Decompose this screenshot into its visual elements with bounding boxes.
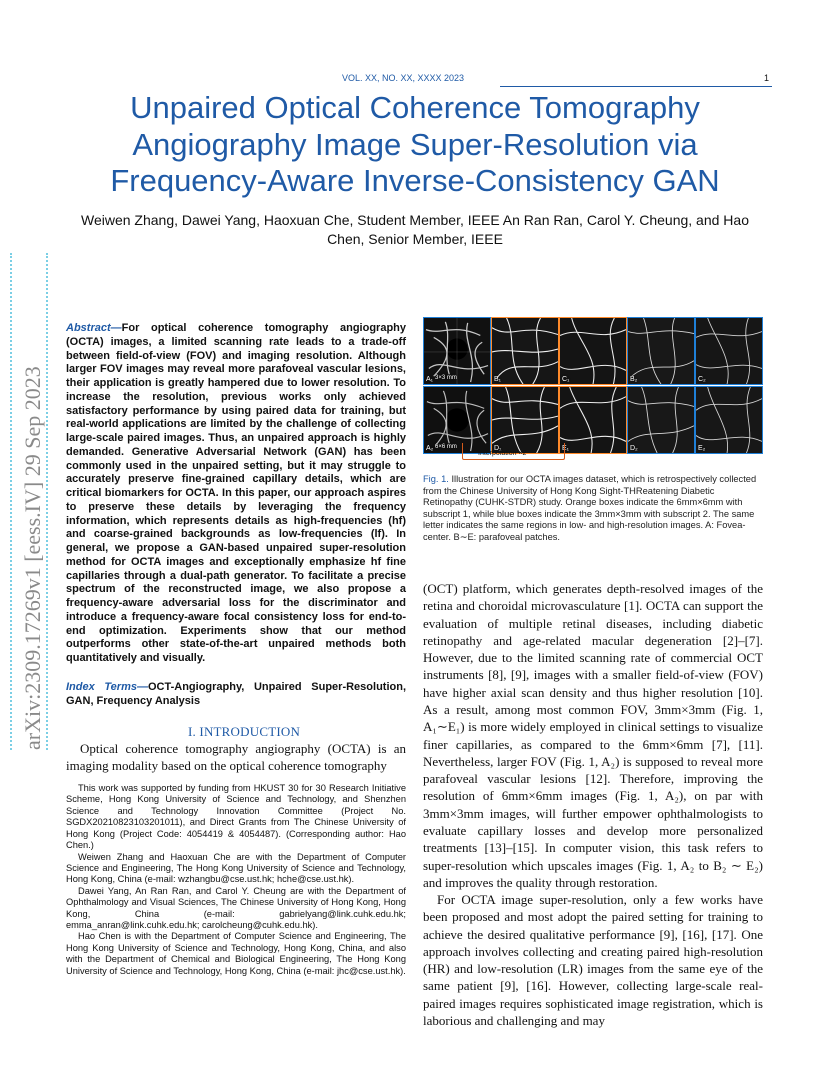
oct-image-a1 [423, 317, 491, 385]
journal-header: VOL. XX, NO. XX, XXXX 2023 [342, 73, 465, 83]
paper-title: Unpaired Optical Coherence Tomography Angiography Image Super-Resolution via Frequency-Aware Inverse-Consistency GAN [110, 90, 720, 199]
page-number: 1 [764, 73, 770, 83]
oct-image-c2 [695, 317, 763, 385]
footnotes [66, 783, 406, 977]
index-terms [66, 681, 406, 709]
author-list: Weiwen Zhang, Dawei Yang, Haoxuan Che, Student Member, IEEE An Ran Ran, Carol Y. Cheung, and Hao Chen, Senior Member, IEEE [80, 212, 749, 247]
header-rule [500, 86, 772, 87]
introduction-heading: I. INTRODUCTION [188, 724, 301, 739]
oct-image-e1 [559, 386, 627, 454]
tile-label-c1: C₁ [562, 376, 570, 383]
abstract [66, 322, 406, 666]
index-terms-text: OCT-Angiography, Unpaired Super-Resolution, GAN, Frequency Analysis [66, 681, 406, 707]
tile-label-c2: C₂ [698, 376, 706, 383]
tile-label-e1: E₁ [562, 445, 570, 452]
figure-label: Fig. 1. [423, 474, 449, 484]
scale-6mm-label: 6×6 mm [435, 444, 457, 450]
abstract-label: Abstract— [66, 322, 122, 334]
octa-figure [423, 317, 763, 460]
figure-caption-text: Illustration for our OCTA images dataset, which is retrospectively collected from the Chinese University of Hong Kong Sight-THReatening Diabetic Retinopathy (CUHK-STDR) study. Orange boxes indicate the 6mm×6mm with subscript 1, while blue boxes indicate the 3mm×3mm with subscript 2. The same letter indicates the same regions in low- and high-resolution images. A: Fovea-center. B∼E: parafoveal patches. [423, 474, 757, 543]
interpolation-label: Interpolation ×2 [478, 450, 527, 457]
tile-label-d2: D₂ [630, 445, 638, 452]
funding-footnote: This work was supported by funding from HKUST 30 for 30 Research Initiative Scheme, Hong Kong University of Science and Technology, and Shenzhen Science and Technology Innovation Committee (Project No. SGDX20210823103201011), and Direct Grants from The Chinese University of Hong Kong (Project Code: 4054419 & 4054487). (Corresponding author: Hao Chen.) [66, 783, 406, 851]
tile-label-a2: A₂ [426, 445, 434, 452]
oct-image-c1 [559, 317, 627, 385]
tile-label-b2: B₂ [630, 376, 638, 383]
oct-image-b1 [491, 317, 559, 385]
oct-image-e2 [695, 386, 763, 454]
tile-label-a1: A₁ [426, 376, 434, 383]
right-column-paragraph-2: For OCTA image super-resolution, only a few works have been proposed and most adopt the paired setting for training to achieve the desired qualitative performance [9], [16], [17]. One approach involves collecting and creating paired high-resolution (HR) and low-resolution (LR) images from the same eye of the same patient [9], [16]. However, collecting large-scale real-paired images requires sophisticated image registration, which is laborious and challenging and may [423, 892, 763, 1029]
right-column-paragraph-1: (OCT) platform, which generates depth-resolved images of the retina and choroidal microvasculature [1]. OCTA can support the evaluation of multiple retinal diseases, including diabetic retinopathy and age-related macular degeneration [2]–[7]. However, due to the limited scanning rate of commercial OCT instruments [8], [9], images with a smaller field-of-view (FOV) have higher axial scan density and thus higher resolution [10]. As a result, among most common FOV, 3mm×3mm (Fig. 1, A₁∼E₁) is more widely employed in clinical settings to visualize finer capillaries, as compared to the 6mm×6mm [7], [11]. Nevertheless, larger FOV (Fig. 1, A₂) is supposed to reveal more parafoveal vascular lesions [12]. Therefore, improving the resolution of 6mm×6mm images (Fig. 1, A₂), on par with 3mm×3mm images, will further empower ophthalmologists to evaluate capillary losses and develop more personalized treatments [13]–[15]. In computer vision, this task refers to super-resolution which upscales images (Fig. 1, A₂ to B₂ ∼ E₂) and improves the quality through restoration. [423, 581, 763, 890]
arxiv-stamp: arXiv:2309.17269v1 [eess.IV] 29 Sep 2023 [20, 366, 45, 750]
tile-label-d1: D₁ [494, 445, 502, 452]
right-column-body [423, 580, 763, 1029]
affiliation-footnote-3: Hao Chen is with the Department of Computer Science and Engineering, The Hong Kong University of Science and Technology, Hong Kong, China, and also with the Department of Chemical and Biological Engineering, The Hong Kong University of Science and Technology, Hong Kong, China (e-mail: jhc@cse.ust.hk). [66, 931, 406, 976]
introduction-paragraph: Optical coherence tomography angiography (OCTA) is an imaging modality based on the optical coherence tomography [66, 741, 406, 773]
figure-caption [423, 474, 763, 544]
index-terms-label: Index Terms— [66, 681, 148, 693]
oct-image-d2 [627, 386, 695, 454]
tile-label-b1: B₁ [494, 376, 502, 383]
affiliation-footnote-2: Dawei Yang, An Ran Ran, and Carol Y. Cheung are with the Department of Ophthalmology and Visual Sciences, The Chinese University of Hong Kong, Hong Kong, China (e-mail: gabrielyang@link.cuhk.edu.hk; emma_anran@link.cuhk.edu.hk; carolcheung@cuhk.edu.hk). [66, 885, 406, 931]
abstract-text: For optical coherence tomography angiography (OCTA) images, a limited scanning rate leads to a trade-off between field-of-view (FOV) and imaging resolution. Although larger FOV images may reveal more parafoveal vascular lesions, their application is greatly hampered due to lower resolution. To increase the resolution, previous works only achieved satisfactory performance by using paired data for training, but real-world applications are limited by the challenge of collecting large-scale paired images. Thus, an unpaired approach is highly demanded. Generative Adversarial Network (GAN) has been commonly used in the unpaired setting, but it may struggle to accurately preserve fine-grained capillary details, which are critical biomarkers for OCTA. In this paper, our approach aspires to preserve these details by leveraging the frequency information, which represents details as high-frequencies (hf) and coarse-grained backgrounds as low-frequencies (lf). In general, we propose a GAN-based unpaired super-resolution method for OCTA images and exceptionally emphasize hf fine capillaries through a dual-path generator. To facilitate a precise spectrum of the reconstructed image, we also propose a frequency-aware adversarial loss for the discriminator and introduce a frequency-aware focal consistency loss for end-to-end optimization. Experiments show that our method outperforms other state-of-the-art unpaired methods both quantitatively and visually. [66, 322, 406, 664]
affiliation-footnote-1: Weiwen Zhang and Haoxuan Che are with the Department of Computer Science and Engineering, The Hong Kong University of Science and Technology, Hong Kong, China (e-mail: wzhangbu@cse.ust.hk; hche@cse.ust.hk). [66, 851, 406, 885]
oct-image-b2 [627, 317, 695, 385]
tile-label-e2: E₂ [698, 445, 706, 452]
scale-3mm-label: 3×3 mm [435, 375, 457, 381]
